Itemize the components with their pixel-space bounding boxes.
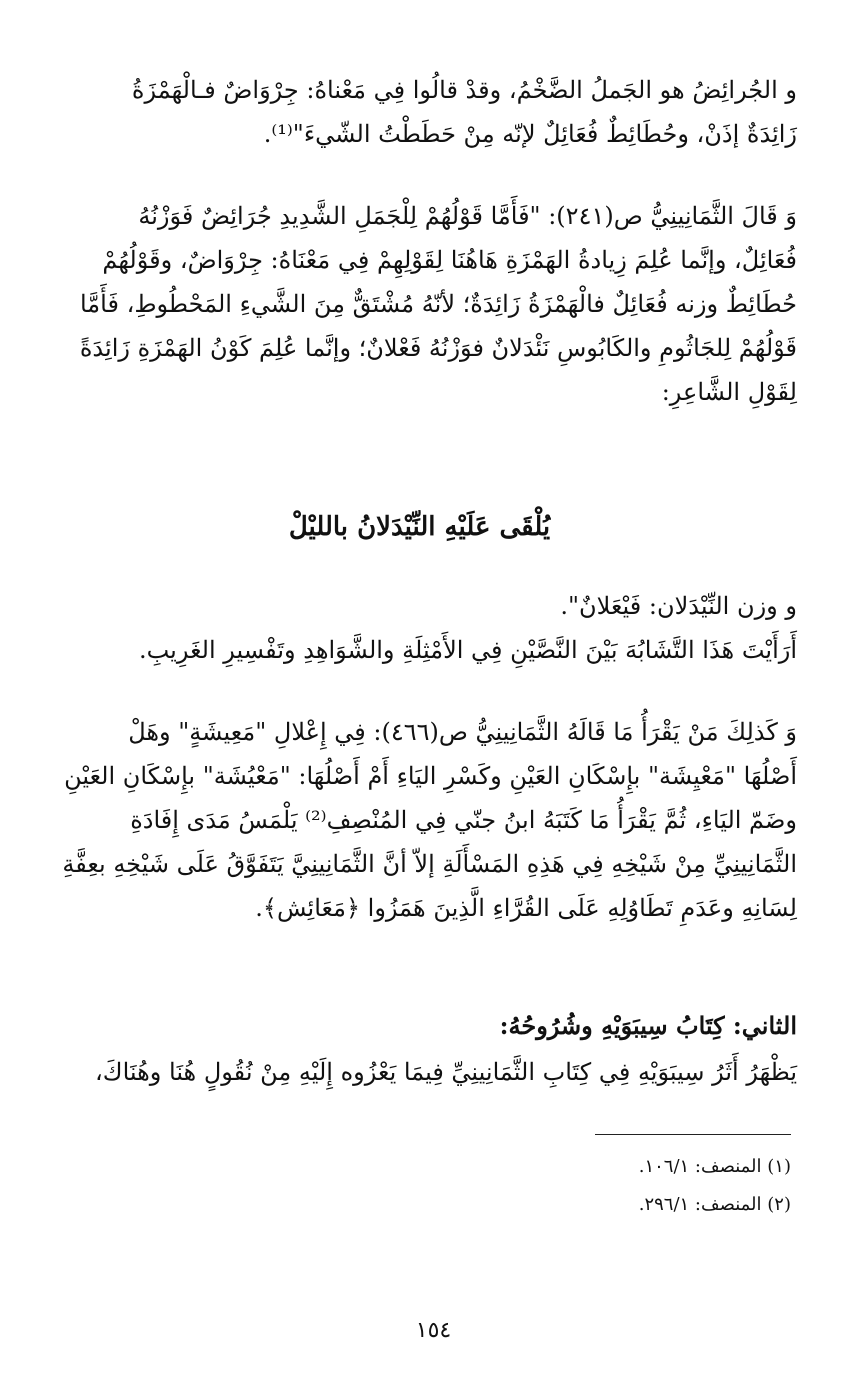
- text-line: فُعَائِلٌ، وإنَّما عُلِمَ زِيادةُ الهَمْزَةِ هَاهُنَا لِقَوْلِهِمْ فِي مَعْنَاهُ: جِرْوَاضٌ، وقَوْلُهُمْ: [102, 246, 797, 274]
- paragraph-1: [42, 68, 797, 156]
- text-line: و وزن النِّيْدَلان: فَيْعَلانٌ".: [560, 592, 797, 620]
- paragraph-4: [42, 710, 797, 930]
- text-line: أَصْلُهَا "مَعْيِشَة" بإِسْكَانِ العَيْنِ وكَسْرِ اليَاءِ أَمْ أَصْلُهَا: "مَعْيُشَة" بإِسْكَانِ العَيْنِ: [64, 762, 797, 790]
- text-line: و الجُرائِضُ هو الجَملُ الضَّخْمُ، وقدْ قالُوا فِي مَعْناهُ: جِرْوَاضٌ فـالْهَمْزَةُ: [131, 76, 797, 104]
- footnote-divider: [595, 1134, 791, 1135]
- text-line: حُطَائِطٌ وزنه فُعَائِلٌ فالْهَمْزَةُ زَائِدَةٌ؛ لأنّهُ مُشْتَقٌّ مِنَ الشَّيءِ المَحْطُوطِ، فَأَمَّا: [79, 290, 797, 318]
- text-line: قَوْلُهُمْ لِلجَاثُومِ والكَابُوسِ نَئْدَلانٌ فوَزْنُهُ فَعْلانٌ؛ وإنَّما عُلِمَ كَوْنُ الهَمْزَةِ زَائِدَةً: [79, 334, 797, 362]
- footnote-2: (٢) المنصف: ٢٩٦/١.: [638, 1194, 791, 1215]
- text-line: لِسَانِهِ وعَدَمِ تَطَاوُلِهِ عَلَى القُرَّاءِ الَّذِينَ هَمَزُوا ﴿مَعَائِش﴾.: [255, 894, 797, 922]
- paragraph-5: [42, 1050, 797, 1094]
- section-heading: الثاني: كِتَابُ سِيبَوَيْهِ وشُرُوحُهُ:: [499, 1011, 797, 1040]
- text-line: لِقَوْلِ الشَّاعِرِ:: [661, 378, 797, 406]
- footnote-1: (١) المنصف: ١٠٦/١.: [638, 1156, 791, 1177]
- text-line: وَ قَالَ الثَّمَانِينِيُّ ص(٢٤١): "فَأَمَّا قَوْلُهُمْ لِلْجَمَلِ الشَّدِيدِ جُرَائِضٌ فَوَزْنُهُ: [138, 202, 797, 230]
- text-line: يَظْهَرُ أَثَرُ سِيبَوَيْهِ فِي كِتَابِ الثَّمَانِينِيِّ فِيمَا يَعْزُوه إِلَيْهِ مِنْ نُقُولٍ هُنَا وهُنَاكَ،: [95, 1058, 797, 1086]
- text-line: أَرَأَيْتَ هَذَا التَّشَابُهَ بَيْنَ النَّصَّيْنِ فِي الأَمْثِلَةِ والشَّوَاهِدِ وتَفْسِيرِ الغَرِيبِ.: [138, 636, 797, 664]
- text-line: وَ كَذلِكَ مَنْ يَقْرَأُ مَا قَالَهُ الثَّمَانِينِيُّ ص(٤٦٦): فِي إِعْلالِ "مَعِيشَةٍ" وهَلْ: [128, 718, 797, 746]
- text-line: الثَّمَانِينِيِّ مِنْ شَيْخِهِ فِي هَذِهِ المَسْأَلَةِ إلاّ أنَّ الثَّمَانِينِيَّ يَتَفَوَّقُ عَلَى شَيْخِهِ بعِفَّةِ: [62, 850, 797, 878]
- poetry-verse: يُلْقَى عَلَيْهِ النِّيْدَلانُ بالليْلْ: [288, 512, 551, 542]
- paragraph-2: [42, 194, 797, 414]
- paragraph-3: [42, 584, 797, 672]
- text-line: زَائِدَةٌ إذَنْ، وحُطَائِطٌ فُعَائِلٌ لإنّه مِنْ حَطَطْتُ الشّيءَ"⁽¹⁾.: [263, 120, 797, 148]
- page-number: ١٥٤: [415, 1318, 452, 1343]
- text-line: وضَمّ اليَاءِ، ثُمَّ يَقْرَأُ مَا كَتَبَهُ ابنُ جنّي فِي المُنْصِفِ⁽²⁾ يَلْمَسُ مَدَى إِفَادَةِ: [130, 806, 797, 834]
